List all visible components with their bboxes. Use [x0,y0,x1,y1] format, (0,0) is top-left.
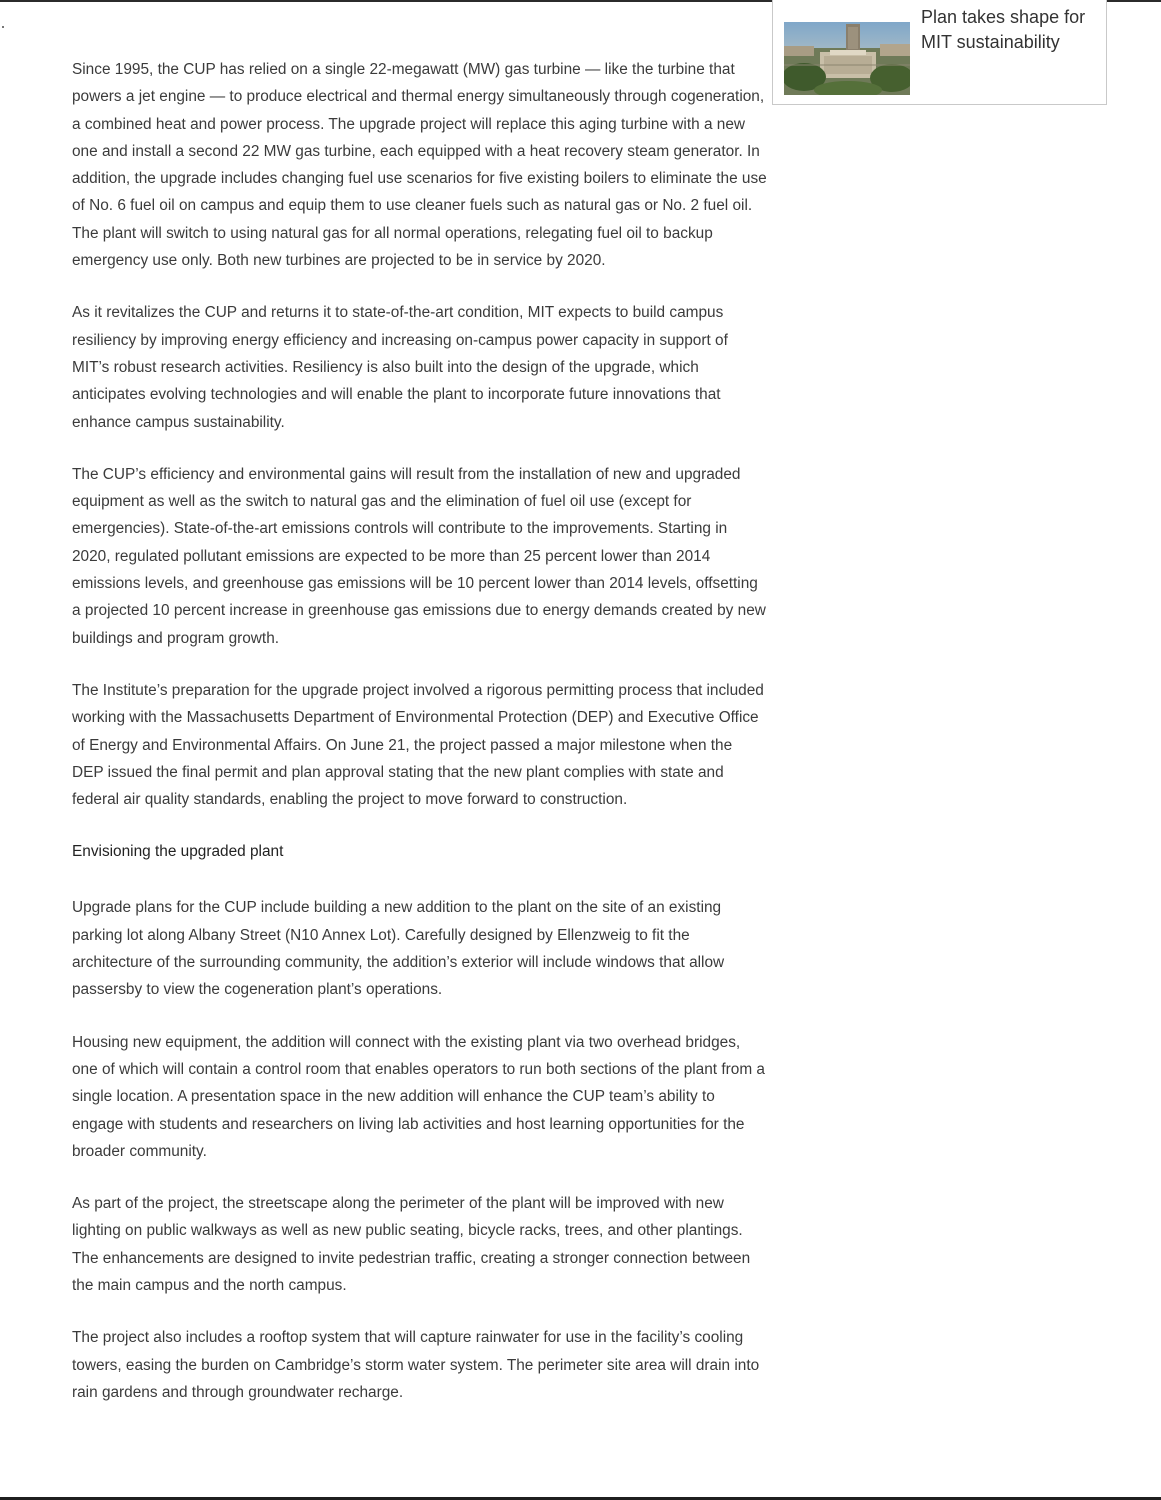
paragraph-turbine: Since 1995, the CUP has relied on a single 22-megawatt (MW) gas turbine — like the turbine that powers a jet engine — to produce electrical and thermal energy simultaneously through cogeneration, a combined heat and power process. The upgrade project will replace this aging turbine with a new one and install a second 22 MW gas turbine, each equipped with a heat recovery steam generator. In addition, the upgrade includes changing fuel use scenarios for five existing boilers to eliminate the use of No. 6 fuel oil on campus and equip them to use cleaner fuels such as natural gas or No. 2 fuel oil. The plant will switch to using natural gas for all normal operations, relegating fuel oil to backup emergency use only. Both new turbines are projected to be in service by 2020. [72,61,767,270]
scan-mark [2,26,4,28]
paragraph-addition: Upgrade plans for the CUP include building a new addition to the plant on the site of an existing parking lot along Albany Street (N10 Annex Lot). Carefully designed by Ellenzweig to fit the architecture of the surrounding community, the addition’s exterior will include windows that allow passersby to view the cogeneration plant’s operations. [72,899,725,999]
article-body [72,56,767,1431]
related-title-line1: Plan takes shape for [921,8,1086,27]
paragraph-rainwater: The project also includes a rooftop system that will capture rainwater for use in the facility’s cooling towers, easing the burden on Cambridge’s storm water system. The perimeter site area will drain into rain gardens and through groundwater recharge. [72,1329,760,1401]
paragraph-resiliency: As it revitalizes the CUP and returns it to state-of-the-art condition, MIT expects to build campus resiliency by improving energy efficiency and increasing on-campus power capacity in support of MIT’s robust research activities. Resiliency is also built into the design of the upgrade, which anticipates evolving technologies and will enable the plant to incorporate future innovations that enhance campus sustainability. [72,304,728,431]
campus-building-photo [784,22,910,95]
section-heading: Envisioning the upgraded plant [72,843,284,861]
related-story-title[interactable] [921,8,1101,64]
related-story-thumbnail[interactable] [784,22,910,95]
paragraph-efficiency: The CUP’s efficiency and environmental gains will result from the installation of new and upgraded equipment as well as the switch to natural gas and the elimination of fuel oil use (except for emergencies). State-of-the-art emissions controls will contribute to the improvements. Starting in 2020, regulated pollutant emissions are expected to be more than 25 percent lower than 2014 emissions levels, and greenhouse gas emissions will be 10 percent lower than 2014 levels, offsetting a projected 10 percent increase in greenhouse gas emissions due to energy demands created by new buildings and program growth. [72,465,766,647]
paragraph-bridges: Housing new equipment, the addition will connect with the existing plant via two overhead bridges, one of which will contain a control room that enables operators to run both sections of the plant from a single location. A presentation space in the new addition will enhance the CUP team’s ability to engage with students and researchers on living lab activities and host learning opportunities for the broader community. [72,1033,765,1160]
paragraph-permitting: The Institute’s preparation for the upgrade project involved a rigorous permitting process that included working with the Massachusetts Department of Environmental Protection (DEP) and Executive Office of Energy and Environmental Affairs. On June 21, the project passed a major milestone when the DEP issued the final permit and plan approval stating that the new plant complies with state and federal air quality standards, enabling the project to move forward to construction. [72,681,764,809]
related-story-card[interactable] [772,0,1107,105]
related-title-line2: MIT sustainability [921,32,1060,52]
paragraph-streetscape: As part of the project, the streetscape along the perimeter of the plant will be improved with new lighting on public walkways as well as new public seating, bicycle racks, trees, and other plantings. The enhancements are designed to invite pedestrian traffic, creating a stronger connection between the main campus and the north campus. [72,1195,751,1294]
